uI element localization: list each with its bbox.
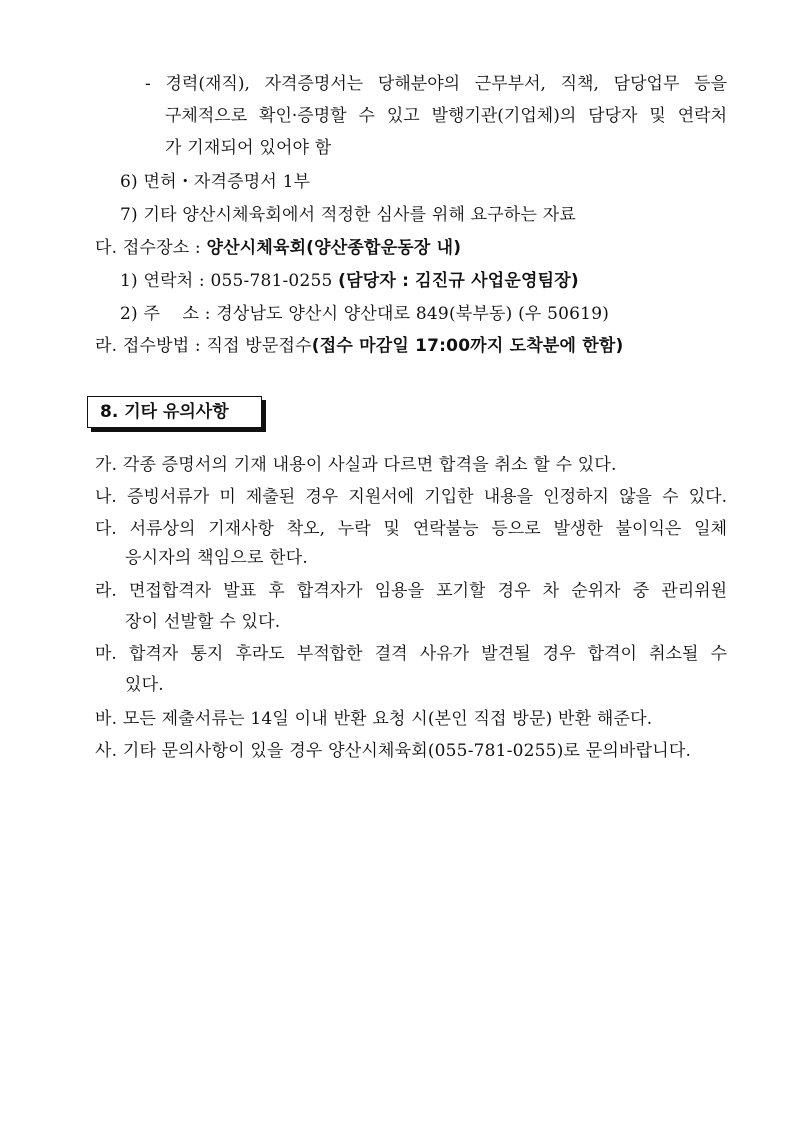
note-da-line1: 다. 서류상의 기재사항 착오, 누락 및 연락불능 등으로 발생한 불이익은 일체 xyxy=(95,519,727,539)
reception-contact-label: 1) 연락처 : 055-781-0255 xyxy=(120,271,339,291)
career-note-line2: 구체적으로 확인·증명할 수 있고 발행기관(기업체)의 담당자 및 연락처 xyxy=(165,106,727,126)
item-6-license: 6) 면허・자격증명서 1부 xyxy=(120,172,311,192)
career-note-line3: 가 기재되어 있어야 함 xyxy=(165,138,332,158)
note-da-line2: 응시자의 책임으로 한다. xyxy=(125,548,309,568)
reception-contact xyxy=(120,270,579,292)
career-note-line1: - 경력(재직), 자격증명서는 당해분야의 근무부서, 직책, 담당업무 등을 xyxy=(145,74,727,94)
reception-contact-person: (담당자 : 김진규 사업운영팀장) xyxy=(338,271,579,291)
reception-method-label: 라. 접수방법 : 직접 방문접수 xyxy=(95,336,312,356)
reception-place xyxy=(95,237,461,259)
reception-method xyxy=(95,335,623,357)
note-ba: 바. 모든 제출서류는 14일 이내 반환 요청 시(본인 직접 방문) 반환 해준다. xyxy=(95,709,653,729)
note-na: 나. 증빙서류가 미 제출된 경우 지원서에 기입한 내용을 인정하지 않을 수 있다. xyxy=(95,487,727,507)
item-7-other-docs: 7) 기타 양산시체육회에서 적정한 심사를 위해 요구하는 자료 xyxy=(120,205,577,225)
reception-method-note: (접수 마감일 17:00까지 도착분에 한함) xyxy=(311,336,624,356)
reception-address: 2) 주 소 : 경상남도 양산시 양산대로 849(북부동) (우 50619) xyxy=(120,304,610,324)
note-ga: 가. 각종 증명서의 기재 내용이 사실과 다르면 합격을 취소 할 수 있다. xyxy=(95,455,617,475)
section-8-title: 8. 기타 유의사항 xyxy=(100,402,229,422)
note-ra-line2: 장이 선발할 수 있다. xyxy=(125,612,281,632)
reception-place-label: 다. 접수장소 : xyxy=(95,238,207,258)
section-8-heading-box xyxy=(87,396,262,428)
note-ra-line1: 라. 면접합격자 발표 후 합격자가 임용을 포기할 경우 차 순위자 중 관리위원 xyxy=(95,581,727,601)
note-ma-line2: 있다. xyxy=(125,675,164,695)
note-ma-line1: 마. 합격자 통지 후라도 부적합한 결격 사유가 발견될 경우 합격이 취소될 수 xyxy=(95,644,727,664)
note-sa: 사. 기타 문의사항이 있을 경우 양산시체육회(055-781-0255)로 문의바랍니다. xyxy=(95,741,692,761)
reception-place-value: 양산시체육회(양산종합운동장 내) xyxy=(206,238,462,258)
